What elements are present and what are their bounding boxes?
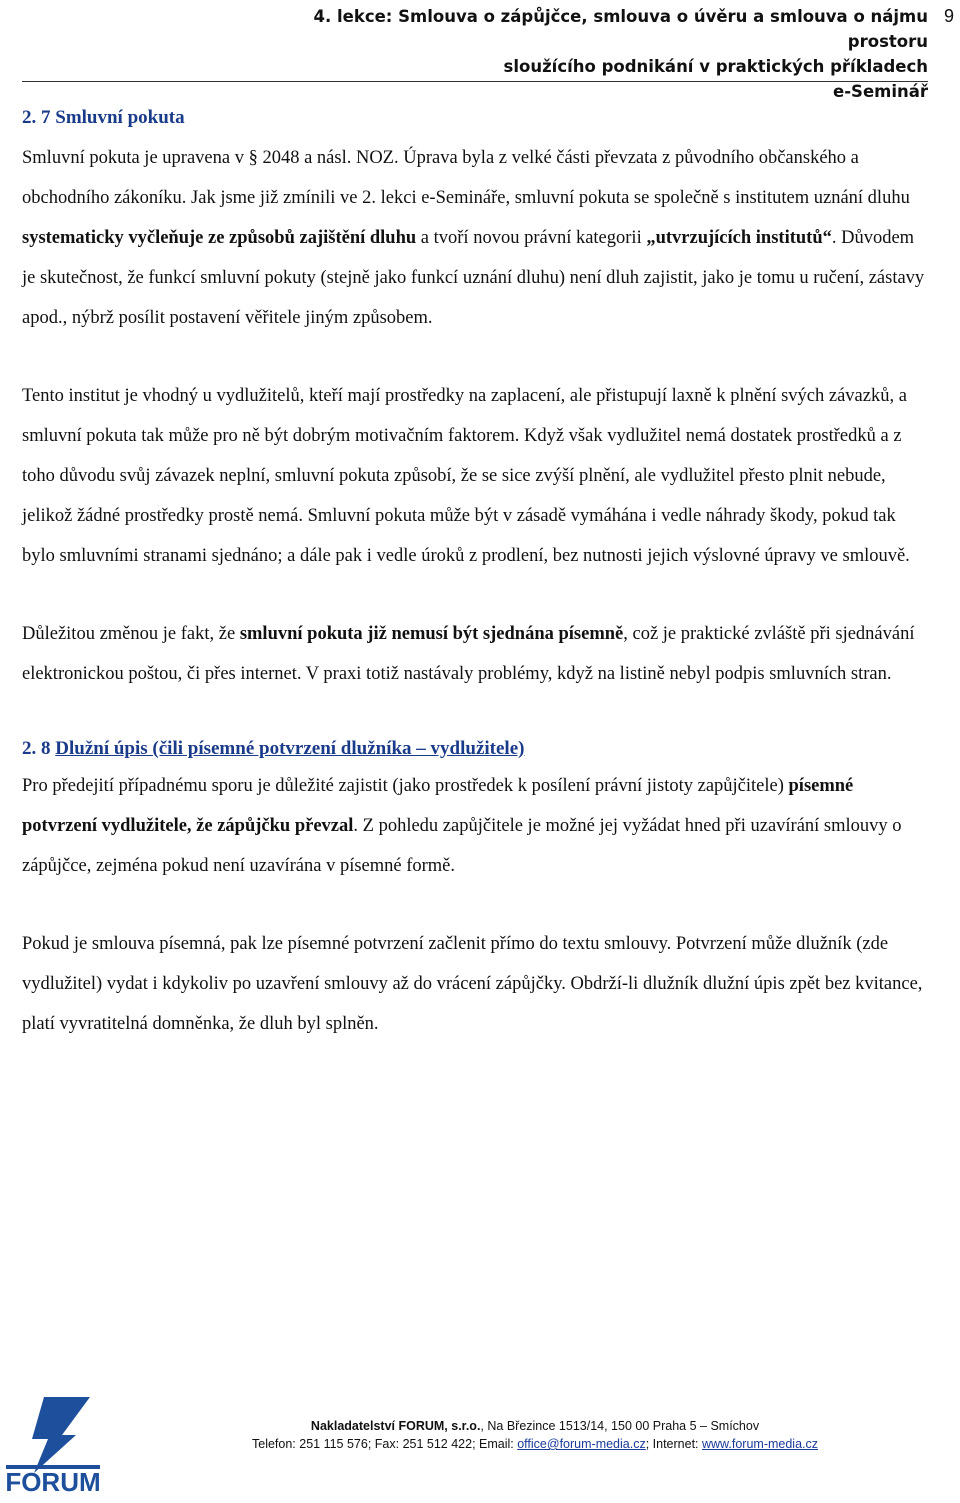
spacer (22, 886, 932, 924)
paragraph-1-text-b: a tvoří novou právní kategorii (416, 228, 647, 248)
header-divider (22, 81, 928, 82)
header-title-line-1: 4. lekce: Smlouva o zápůjčce, smlouva o úvěru a smlouva o nájmu prostoru (313, 7, 928, 51)
footer-address-line (110, 1417, 960, 1435)
document-body (22, 101, 932, 1044)
footer-publisher: Nakladatelství FORUM, s.r.o. (310, 1419, 481, 1433)
page-footer (0, 1395, 960, 1503)
paragraph-1-bold-b: „utvrzujících institutů“ (646, 228, 832, 248)
paragraph-2: Tento institut je vhodný u vydlužitelů, kteří mají prostředky na zaplacení, ale přistupují laxně k plnění svých závazků, a smluvní pokuta tak může pro ně být dobrým motivačním faktorem. Když však vydlužitel nemá dostatek prostředků a z toho důvodu svůj závazek neplní, smluvní pokuta způsobí, že se sice zvýší plnění, ale vydlužitel přesto plnit nebude, jelikož žádné prostředky prostě nemá. Smluvní pokuta může být v zásadě vymáhána i vedle náhrady škody, pokud tak bylo smluvními stranami sjednáno; a dále pak i vedle úroků z prodlení, bez nutnosti jejich výslovné úpravy ve smlouvě. (22, 386, 910, 566)
header-title-line-2: sloužícího podnikání v praktických příkladech (503, 57, 928, 76)
forum-logo (4, 1395, 102, 1495)
paragraph-4 (22, 766, 932, 886)
footer-text (110, 1417, 960, 1453)
logo-text: FORUM (5, 1467, 101, 1495)
paragraph-4-text-b: . Z pohledu zapůjčitele je možné jej vyžádat hned při uzavírání smlouvy o zápůjčce, zejména pokud není uzavírána v písemné formě. (22, 816, 902, 876)
section-heading-title: Dlužní úpis (čili písemné potvrzení dlužníka – vydlužitele) (55, 738, 525, 759)
page-number: 9 (943, 6, 954, 26)
paragraph-3-text-a: Důležitou změnou je fakt, že (22, 624, 240, 644)
page-header (0, 4, 960, 101)
paragraph-3 (22, 614, 932, 694)
footer-address: , Na Březince 1513/14, 150 00 Praha 5 – Smíchov (480, 1419, 760, 1433)
paragraph-3-text-b: , což je praktické zvláště při sjednávání elektronickou poštou, či přes internet. V praxi totiž nastávaly problémy, když na listině nebyl podpis smluvních stran. (22, 624, 915, 684)
paragraph-1 (22, 138, 932, 338)
spacer (22, 694, 932, 732)
footer-website-link[interactable]: www.forum-media.cz (702, 1437, 818, 1451)
spacer (22, 576, 932, 614)
paragraph-3-bold: smluvní pokuta již nemusí být sjednána písemně (239, 624, 624, 644)
footer-contact-line (110, 1435, 960, 1453)
header-title (228, 4, 928, 104)
section-heading-prefix: 2. 8 (22, 738, 56, 759)
footer-contact: Telefon: 251 115 576; Fax: 251 512 422; Email: (252, 1437, 518, 1451)
section-heading-smluvni-pokuta: 2. 7 Smluvní pokuta (22, 107, 185, 128)
section-heading-dluzni-upis (22, 732, 932, 766)
paragraph-4-bold: písemné potvrzení vydlužitele, že zápůjčku převzal (22, 776, 854, 836)
footer-internet-label: ; Internet: (645, 1437, 702, 1451)
paragraph-4-text-a: Pro předejití případnému sporu je důležité zajistit (jako prostředek k posílení právní jistoty zapůjčitele) (22, 776, 789, 796)
paragraph-1-text-c: . Důvodem je skutečnost, že funkcí smluvní pokuty (stejně jako funkcí uznání dluhu) není dluh zajistit, jako je tomu u ručení, zástavy apod., nýbrž posílit postavení věřitele jiným způsobem. (22, 228, 925, 328)
header-title-line-3: e-Seminář (833, 82, 928, 101)
paragraph-1-text-a: Smluvní pokuta je upravena v § 2048 a násl. NOZ. Úprava byla z velké části převzata z původního občanského a obchodního zákoníku. Jak jsme již zmínili ve 2. lekci e-Semináře, smluvní pokuta se společně s institutem uznání dluhu (22, 148, 910, 208)
footer-email-link[interactable]: office@forum-media.cz (517, 1437, 646, 1451)
paragraph-5: Pokud je smlouva písemná, pak lze písemné potvrzení začlenit přímo do textu smlouvy. Potvrzení může dlužník (zde vydlužitel) vydat i kdykoliv po uzavření smlouvy až do vrácení zápůjčky. Obdrží-li dlužník dlužní úpis zpět bez kvitance, platí vyvratitelná domněnka, že dluh byl splněn. (22, 934, 923, 1034)
paragraph-1-bold-a: systematicky vyčleňuje ze způsobů zajištění dluhu (22, 228, 417, 248)
spacer (22, 338, 932, 376)
